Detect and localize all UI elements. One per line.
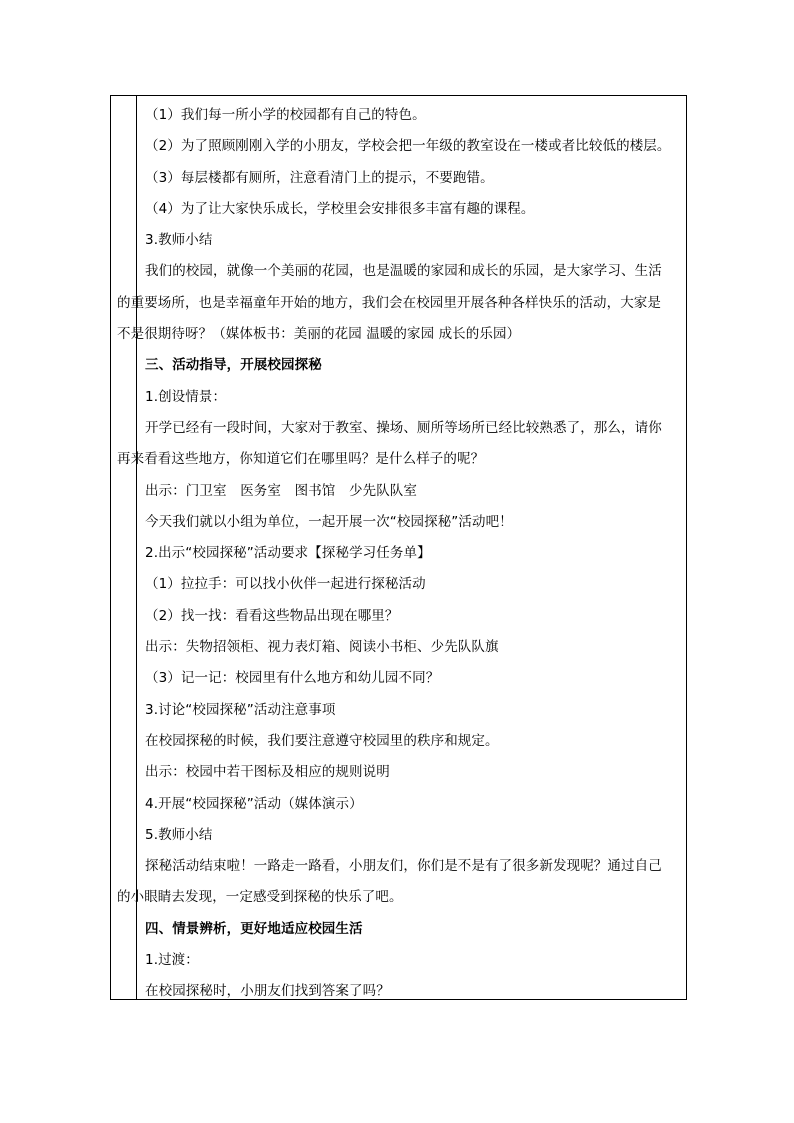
section-heading: 4.开展“校园探秘”活动（媒体演示） [145, 795, 363, 812]
section-title: 三、活动指导，开展校园探秘 [145, 357, 322, 374]
paragraph-line: 开学已经有一段时间，大家对于教室、操场、厕所等场所已经比较熟悉了，那么，请你 [145, 419, 662, 436]
section-heading: 3.讨论“校园探秘”活动注意事项 [145, 701, 336, 718]
paragraph-line: 的小眼睛去发现，一定感受到探秘的快乐了吧。 [117, 889, 403, 906]
list-item: （2）找一找：看看这些物品出现在哪里？ [145, 607, 399, 624]
list-item: （3）记一记：校园里有什么地方和幼儿园不同？ [145, 670, 440, 687]
paragraph-line: 再来看看这些地方，你知道它们在哪里吗？是什么样子的呢？ [117, 451, 485, 468]
section-heading: 5.教师小结 [145, 826, 213, 843]
list-item: （4）为了让大家快乐成长，学校里会安排很多丰富有趣的课程。 [145, 200, 535, 217]
list-item: （2）为了照顾刚刚入学的小朋友，学校会把一年级的教室设在一楼或者比较低的楼层。 [145, 138, 671, 155]
paragraph-line: 出示：门卫室 医务室 图书馆 少先队队室 [145, 482, 417, 499]
paragraph-line: 出示：失物招领柜、视力表灯箱、阅读小书柜、少先队队旗 [145, 639, 499, 656]
paragraph-line: 在校园探秘时，小朋友们找到答案了吗？ [145, 983, 390, 1000]
paragraph-line: 的重要场所，也是幸福童年开始的地方，我们会在校园里开展各种各样快乐的活动，大家是 [117, 294, 661, 311]
section-heading: 1.过渡： [145, 952, 199, 969]
list-item: （3）每层楼都有厕所，注意看清门上的提示，不要跑错。 [145, 169, 494, 186]
lesson-content [117, 100, 685, 1008]
paragraph-line: 我们的校园，就像一个美丽的花园，也是温暖的家园和成长的乐园，是大家学习、生活 [145, 263, 662, 280]
list-item: （1）我们每一所小学的校园都有自己的特色。 [145, 107, 426, 123]
paragraph-line: 出示：校园中若干图标及相应的规则说明 [145, 764, 390, 781]
section-heading: 2.出示“校园探秘”活动要求【探秘学习任务单】 [145, 545, 431, 562]
paragraph-line: 不是很期待呀？（媒体板书：美丽的花园 温暖的家园 成长的乐园） [117, 326, 521, 343]
section-heading: 3.教师小结 [145, 232, 213, 249]
list-item: （1）拉拉手：可以找小伙伴一起进行探秘活动 [145, 576, 426, 593]
paragraph-line: 在校园探秘的时候，我们要注意遵守校园里的秩序和规定。 [145, 732, 499, 749]
paragraph-line: 探秘活动结束啦！一路走一路看，小朋友们，你们是不是有了很多新发现呢？通过自己 [145, 858, 662, 875]
section-heading: 1.创设情景： [145, 388, 227, 405]
table-column-divider [136, 95, 137, 1000]
paragraph-line: 今天我们就以小组为单位，一起开展一次“校园探秘”活动吧！ [145, 513, 513, 530]
section-title: 四、情景辨析，更好地适应校园生活 [145, 920, 363, 937]
